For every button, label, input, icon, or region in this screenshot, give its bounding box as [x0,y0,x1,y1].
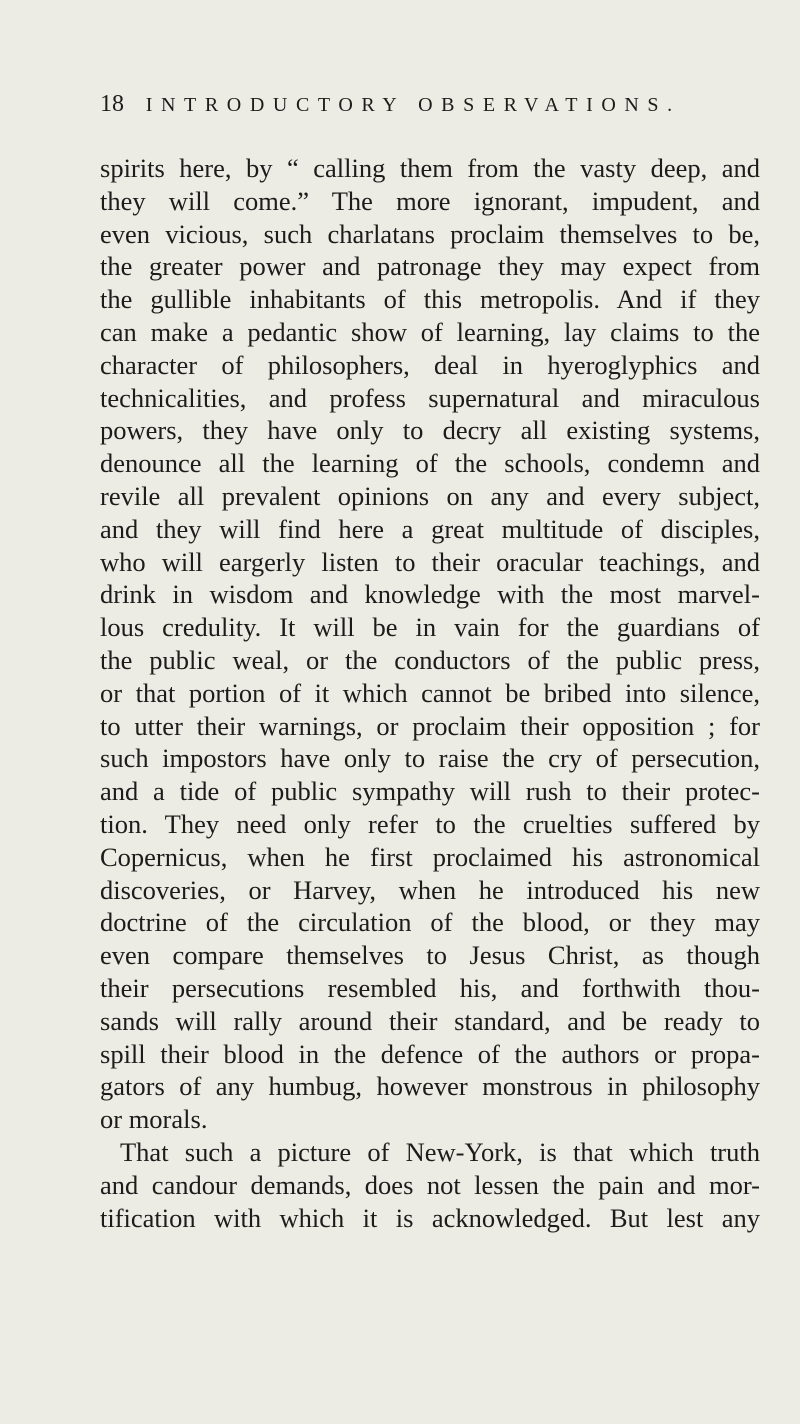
text-line: can make a pedantic show of learning, lay claims to the [100,316,760,347]
text-line: character of philosophers, deal in hyeroglyphics and [100,349,760,380]
text-line: lous credulity. It will be in vain for the guardians of [100,612,760,643]
running-title: INTRODUCTORY OBSERVATIONS. [145,94,681,116]
text-line: even vicious, such charlatans proclaim themselves to be, [100,218,760,249]
text-line: even compare themselves to Jesus Christ, as though [100,940,760,971]
text-line: such impostors have only to raise the cry of persecution, [100,743,760,774]
text-line: That such a picture of New-York, is that which truth [120,1136,760,1167]
text-line: tion. They need only refer to the cruelties suffered by [100,808,760,839]
page-number: 18 [100,91,124,117]
text-line: the greater power and patronage they may expect from [100,251,760,282]
text-line: or that portion of it which cannot be bribed into silence, [100,677,760,708]
text-line: technicalities, and profess supernatural and miraculous [100,382,760,413]
text-line: Copernicus, when he first proclaimed his astronomical [100,841,760,872]
text-line: who will eargerly listen to their oracular teachings, and [100,546,760,577]
text-line: spill their blood in the defence of the authors or propa- [100,1038,760,1069]
text-line: or morals. [100,1104,208,1135]
text-line: the gullible inhabitants of this metropolis. And if they [100,284,760,315]
text-line: and they will find here a great multitude of disciples, [100,513,760,544]
text-line: and candour demands, does not lessen the pain and mor- [100,1169,760,1200]
text-line: to utter their warnings, or proclaim their opposition ; for [100,710,760,741]
text-line: they will come.” The more ignorant, impudent, and [100,185,760,216]
body-text [100,152,760,1234]
running-head [100,84,681,124]
text-line: the public weal, or the conductors of the public press, [100,644,760,675]
text-line: sands will rally around their standard, and be ready to [100,1005,760,1036]
text-line: powers, they have only to decry all existing systems, [100,415,760,446]
text-line: tification with which it is acknowledged. But lest any [100,1202,760,1233]
text-line: gators of any humbug, however monstrous in philosophy [100,1071,760,1102]
text-line: discoveries, or Harvey, when he introduced his new [100,874,760,905]
text-line: and a tide of public sympathy will rush to their protec- [100,776,760,807]
text-line: drink in wisdom and knowledge with the most marvel- [100,579,760,610]
text-line: revile all prevalent opinions on any and every subject, [100,480,760,511]
text-line: denounce all the learning of the schools, condemn and [100,448,760,479]
text-line: doctrine of the circulation of the blood, or they may [100,907,760,938]
text-line: their persecutions resembled his, and forthwith thou- [100,972,760,1003]
text-line: spirits here, by “ calling them from the vasty deep, and [100,153,760,183]
